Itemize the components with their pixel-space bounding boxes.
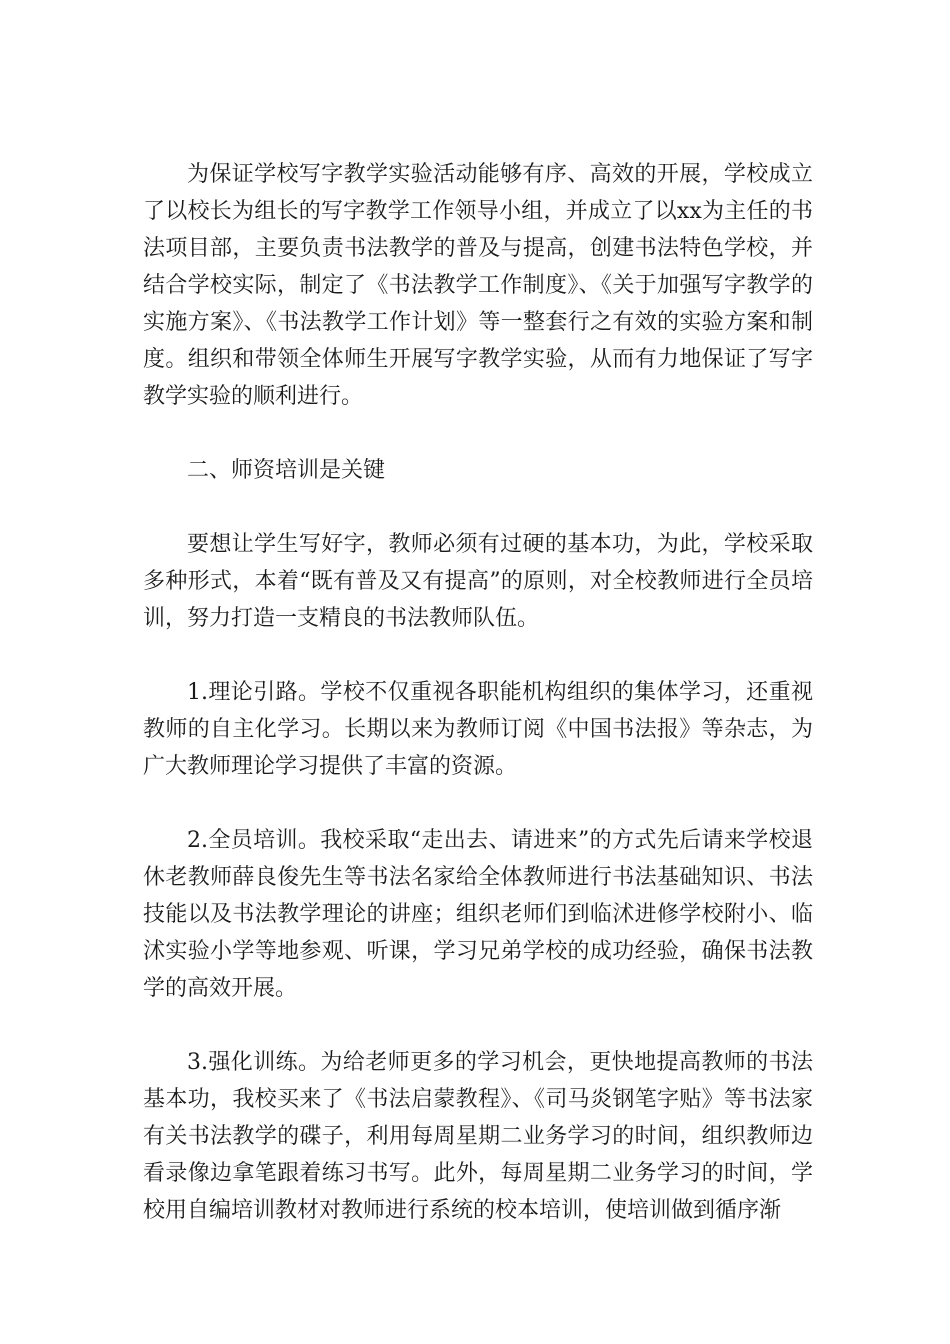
paragraph-intensive-practice: 3.强化训练。为给老师更多的学习机会，更快地提高教师的书法基本功，我校买来了《书法启蒙教程》、《司马炎钢笔字贴》等书法家有关书法教学的碟子，利用每周星期二业务学习的时间，组织教师边看录像边拿笔跟着练习书写。此外，每周星期二业务学习的时间，学校用自编培训教材对教师进行系统的校本培训，使培训做到循序渐: [143, 1050, 813, 1223]
paragraph-training-intro: 要想让学生写好字，教师必须有过硬的基本功，为此，学校采取多种形式，本着“既有普及又有提高”的原则，对全校教师进行全员培训，努力打造一支精良的书法教师队伍。: [143, 532, 813, 631]
document-body: [143, 156, 813, 1229]
paragraph-leadership: 为保证学校写字教学实验活动能够有序、高效的开展，学校成立了以校长为组长的写字教学工作领导小组，并成立了以xx为主任的书法项目部，主要负责书法教学的普及与提高，创建书法特色学校，并结合学校实际，制定了《书法教学工作制度》、《关于加强写字教学的实施方案》、《书法教学工作计划》等一整套行之有效的实验方案和制度。组织和带领全体师生开展写字教学实验，从而有力地保证了写字教学实验的顺利进行。: [143, 162, 813, 409]
paragraph-full-staff-training: 2.全员培训。我校采取“走出去、请进来”的方式先后请来学校退休老教师薛良俊先生等书法名家给全体教师进行书法基础知识、书法技能以及书法教学理论的讲座；组织老师们到临沭进修学校附小、临沭实验小学等地参观、听课，学习兄弟学校的成功经验，确保书法教学的高效开展。: [143, 828, 813, 1001]
section-heading-teacher-training: 二、师资培训是关键: [187, 458, 386, 483]
paragraph-theory-guidance: 1.理论引路。学校不仅重视各职能机构组织的集体学习，还重视教师的自主化学习。长期以来为教师订阅《中国书法报》等杂志，为广大教师理论学习提供了丰富的资源。: [143, 680, 813, 779]
